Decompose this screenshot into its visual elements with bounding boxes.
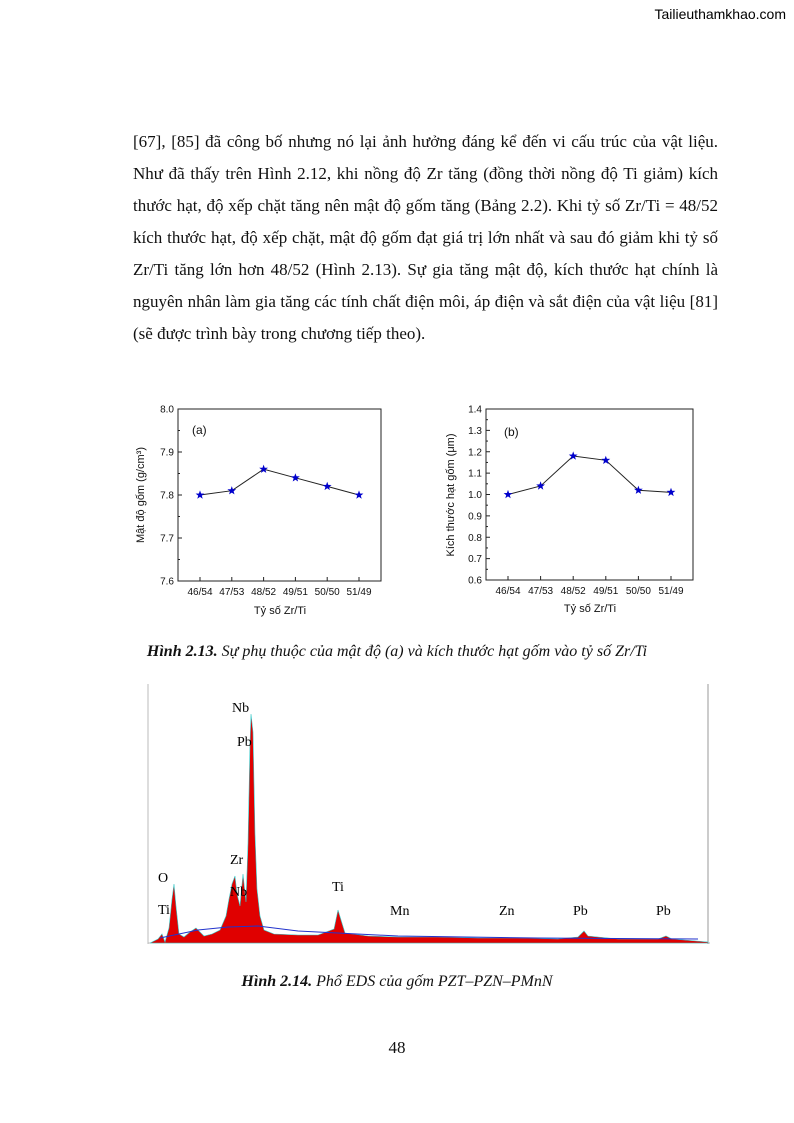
chart-density [130,400,420,625]
y-tick-label: 1.1 [468,468,482,480]
site-watermark: Tailieuthamkhao.com [654,6,786,22]
y-tick-label: 0.6 [468,575,482,587]
data-point-star [196,490,205,498]
chart-grain-size [436,400,726,625]
data-point-star [355,490,364,498]
x-tick-label: 47/53 [528,586,554,597]
x-axis-label: Tỷ số Zr/Ti [253,605,307,617]
y-tick-label: 7.9 [160,447,174,459]
peak-label: Pb [237,735,252,750]
y-axis-label: Kích thước hạt gốm (μm) [445,433,457,557]
y-tick-label: 1.0 [468,490,482,501]
x-axis-label: Tỷ số Zr/Ti [563,603,617,615]
figure-number: Hình 2.13. [146,643,218,660]
data-point-star [291,473,300,481]
body-paragraph: [67], [85] đã công bố nhưng nó lại ảnh hưởng đáng kể đến vi cấu trúc của vật liệu. Như đã thấy trên Hình 2.12, khi nồng độ Zr tăng (đồng thời nồng độ Ti giảm) kích thước hạt, độ xếp chặt tăng nên mật độ gốm tăng (Bảng 2.2). Khi tỷ số Zr/Ti = 48/52 kích thước hạt, độ xếp chặt, mật độ gốm đạt giá trị lớn nhất và sau đó giảm khi tỷ số Zr/Ti tăng lớn hơn 48/52 (Hình 2.13). Sự gia tăng mật độ, kích thước hạt chính là nguyên nhân làm gia tăng các tính chất điện môi, áp điện và sắt điện của vật liệu [81] (sẽ được trình bày trong chương tiếp theo). [133,132,718,343]
peak-label: Pb [656,904,671,919]
series-line [200,469,359,495]
figure-caption-text: Sự phụ thuộc của mật độ (a) và kích thước hạt gốm vào tỷ số Zr/Ti [221,643,648,660]
data-point-star [227,486,236,494]
chart-grain-size-svg [436,400,726,625]
peak-label: Nb [230,885,248,900]
x-tick-label: 46/54 [187,587,213,598]
figure-2-14-caption [0,973,794,991]
y-tick-label: 8.0 [160,404,174,416]
x-tick-label: 49/51 [593,586,619,597]
y-tick-label: 0.8 [468,532,482,544]
x-tick-label: 49/51 [282,587,308,598]
eds-spectrum [138,684,710,950]
x-tick-label: 48/52 [251,587,277,598]
x-tick-label: 48/52 [560,586,586,597]
panel-label: (a) [192,423,207,437]
y-axis-label: Mật độ gốm (g/cm³) [135,447,147,543]
page-number: 48 [388,1038,406,1057]
panel-label: (b) [504,425,519,439]
data-point-star [504,490,513,498]
peak-label: Zn [499,904,515,919]
x-tick-label: 51/49 [346,587,372,598]
plot-frame [178,409,381,581]
eds-spectrum-svg [138,684,710,950]
chart-density-svg [130,400,420,625]
x-tick-label: 47/53 [219,587,245,598]
x-tick-label: 50/50 [625,586,651,597]
peak-label: O [158,871,169,886]
figure-caption-text: Phổ EDS của gốm PZT–PZN–PMnN [316,973,553,990]
y-tick-label: 0.7 [468,554,482,566]
x-tick-label: 50/50 [314,587,340,598]
y-tick-label: 7.8 [160,490,174,502]
y-tick-label: 1.4 [468,404,482,416]
peak-label: Mn [390,904,410,919]
series-line [508,456,671,494]
y-tick-label: 1.3 [468,425,482,437]
y-tick-label: 7.6 [160,576,174,588]
peak-label: Pb [573,904,588,919]
x-tick-label: 51/49 [658,586,684,597]
figure-number: Hình 2.14. [241,973,313,990]
peak-label: Zr [230,853,244,868]
peak-label: Nb [232,701,250,716]
data-point-star [323,482,332,490]
figure-2-13-caption [0,643,794,661]
peak-label: Ti [158,903,170,918]
peak-label: Ti [332,880,344,895]
y-tick-label: 0.9 [468,511,482,523]
y-tick-label: 7.7 [160,533,174,545]
y-tick-label: 1.2 [468,447,482,459]
spectrum-fill [150,714,708,943]
x-tick-label: 46/54 [495,586,521,597]
